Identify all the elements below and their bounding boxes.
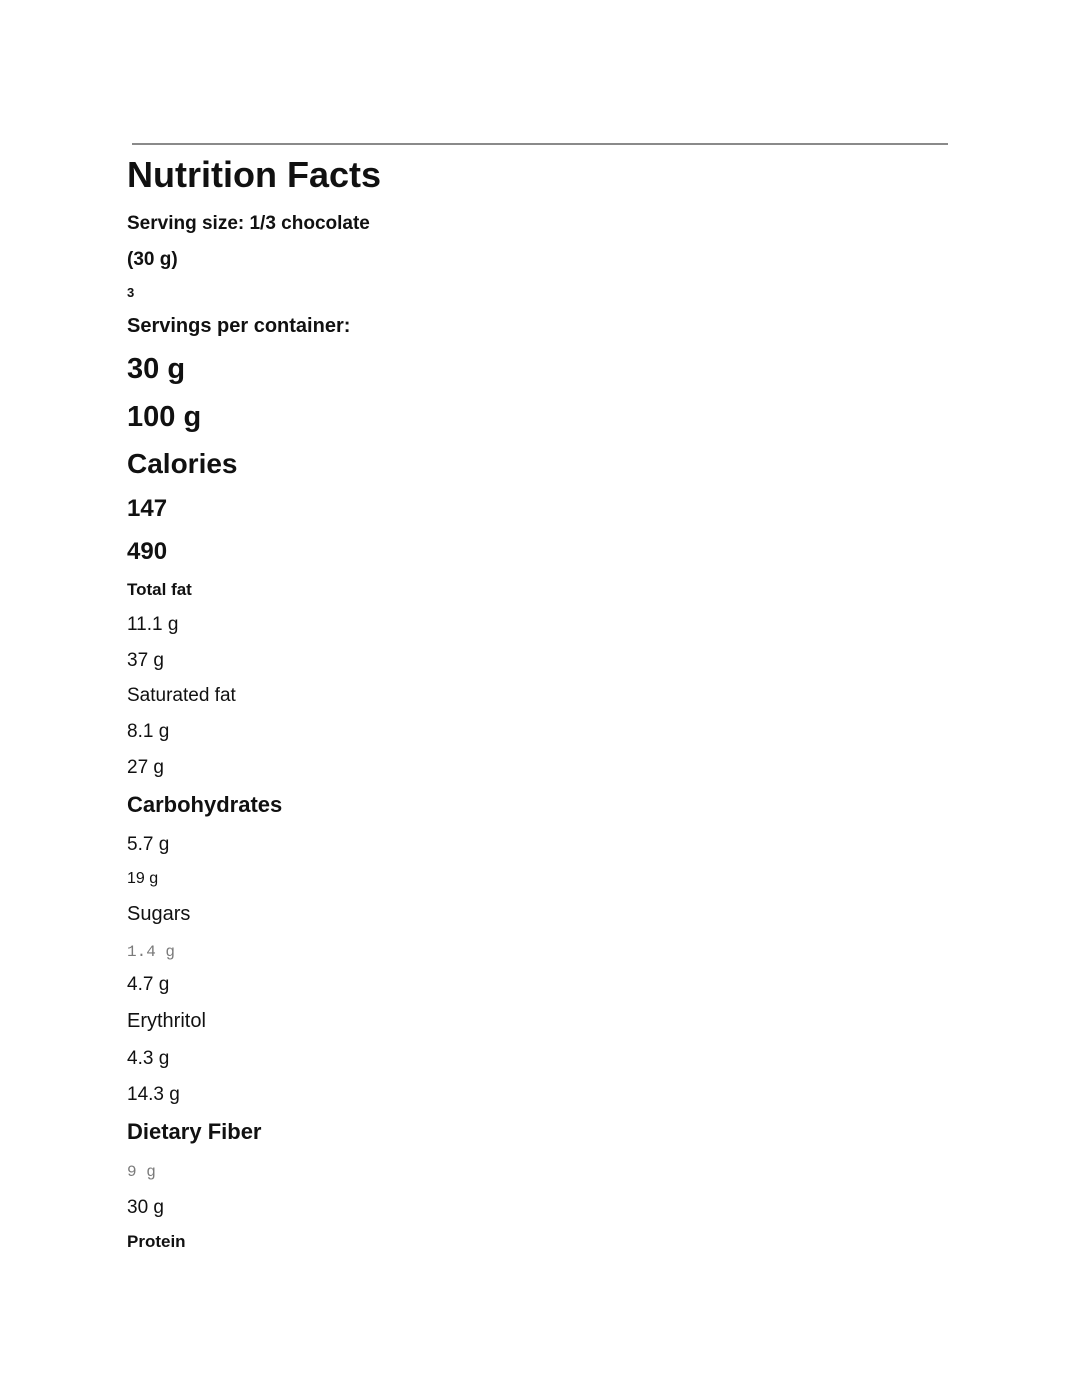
column-header-100g: 100 g — [127, 401, 202, 433]
total-fat-per-100g: 37 g — [127, 650, 164, 671]
carbohydrates-per-100g: 19 g — [127, 870, 159, 887]
erythritol-per-serving: 4.3 g — [127, 1048, 170, 1069]
top-divider — [132, 143, 948, 145]
dietary-fiber-per-serving: 9 g — [127, 1163, 156, 1181]
erythritol-per-100g: 14.3 g — [127, 1084, 180, 1105]
column-header-serving: 30 g — [127, 353, 186, 385]
serving-size-label: Serving size: 1/3 chocolate — [127, 213, 370, 234]
page-title: Nutrition Facts — [127, 154, 382, 195]
erythritol-label: Erythritol — [127, 1010, 206, 1032]
servings-count: 3 — [127, 285, 135, 300]
calories-label: Calories — [127, 448, 238, 479]
saturated-fat-per-serving: 8.1 g — [127, 721, 170, 742]
sugars-per-serving: 1.4 g — [127, 943, 176, 961]
sugars-per-100g: 4.7 g — [127, 974, 170, 995]
sugars-label: Sugars — [127, 903, 191, 925]
total-fat-label: Total fat — [127, 580, 192, 599]
calories-per-100g: 490 — [127, 538, 168, 565]
total-fat-per-serving: 11.1 g — [127, 614, 179, 635]
saturated-fat-per-100g: 27 g — [127, 757, 164, 778]
carbohydrates-label: Carbohydrates — [127, 792, 283, 817]
serving-size-weight: (30 g) — [127, 249, 178, 270]
saturated-fat-label: Saturated fat — [127, 685, 236, 706]
dietary-fiber-label: Dietary Fiber — [127, 1119, 262, 1144]
protein-label: Protein — [127, 1232, 186, 1251]
carbohydrates-per-serving: 5.7 g — [127, 834, 170, 855]
calories-per-serving: 147 — [127, 495, 168, 522]
servings-per-container-label: Servings per container: — [127, 315, 351, 337]
dietary-fiber-per-100g: 30 g — [127, 1197, 164, 1218]
